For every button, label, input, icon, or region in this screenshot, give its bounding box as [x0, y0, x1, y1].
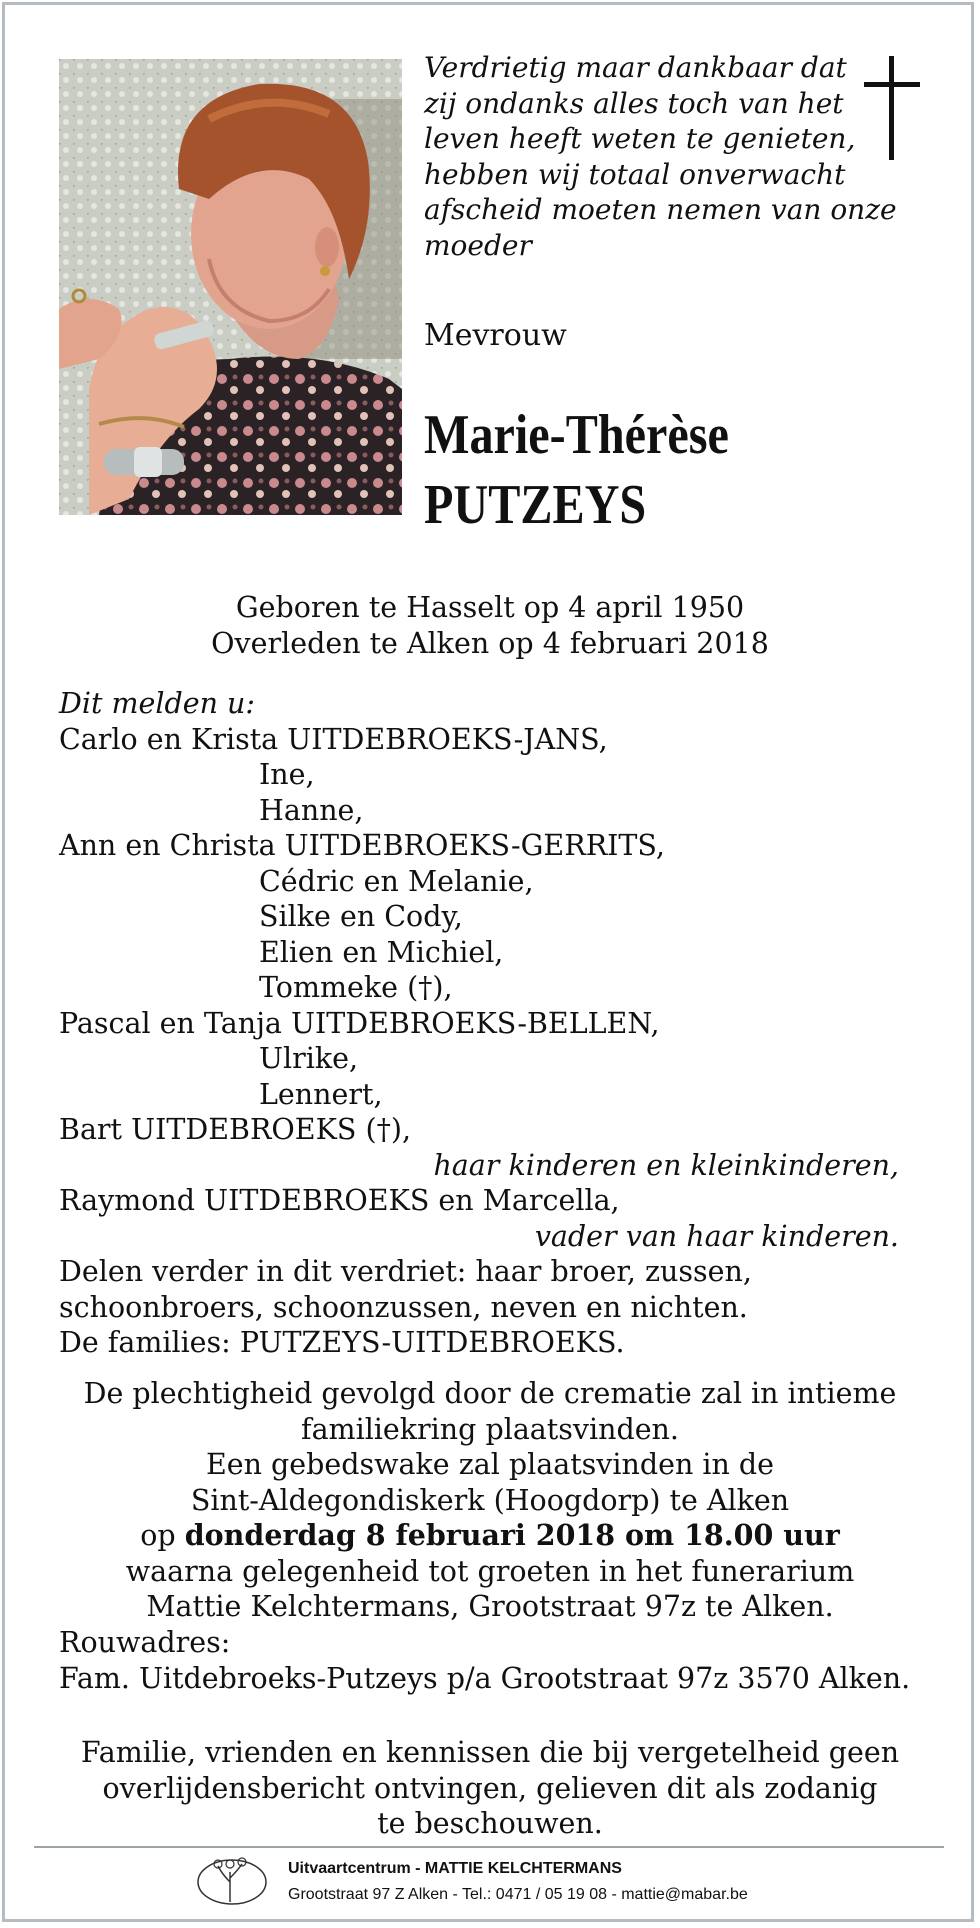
family-row: Delen verder in dit verdriet: haar broer, zussen,: [59, 1255, 752, 1288]
address-label: Rouwadres:: [59, 1626, 231, 1659]
family-row: Cédric en Melanie,: [259, 864, 534, 898]
ceremony-line: familiekring plaatsvinden.: [301, 1412, 679, 1446]
ceremony-line: Mattie Kelchtermans, Grootstraat 97z te Alken.: [146, 1590, 834, 1623]
salutation: Mevrouw: [424, 318, 567, 353]
closing-line: overlijdensbericht ontvingen, gelieven dit als zodanig: [102, 1771, 878, 1805]
intro-line: leven heeft weten te genieten,: [424, 122, 856, 155]
ceremony-line: Sint-Aldegondiskerk (Hoogdorp) te Alken: [190, 1483, 790, 1517]
family-row: Silke en Cody,: [259, 900, 463, 933]
funeral-home-name: Uitvaartcentrum - MATTIE KELCHTERMANS: [288, 1860, 622, 1877]
ceremony-line: waarna gelegenheid tot groeten in het funerarium: [125, 1554, 855, 1588]
intro-line: Verdrietig maar dankbaar dat: [424, 51, 847, 84]
family-row: Bart UITDEBROEKS (†),: [59, 1113, 412, 1146]
ceremony-date-line: [0, 1518, 980, 1554]
first-name: Marie-Thérèse: [424, 404, 729, 466]
family-row: Raymond UITDEBROEKS en Marcella,: [59, 1184, 620, 1217]
flower-logo-icon: [194, 1852, 270, 1908]
ceremony-info: [0, 1376, 980, 1625]
relation-note: haar kinderen en kleinkinderen,: [433, 1148, 899, 1182]
family-row: De families: PUTZEYS-UITDEBROEKS.: [59, 1326, 625, 1359]
mourning-address: [59, 1625, 910, 1696]
ceremony-line: Een gebedswake zal plaatsvinden in de: [205, 1448, 775, 1481]
intro-line: moeder: [424, 228, 532, 262]
announcement-heading: Dit melden u:: [59, 687, 255, 720]
address-value: Fam. Uitdebroeks-Putzeys p/a Grootstraat 97z 3570 Alken.: [59, 1661, 911, 1695]
intro-line: zij ondanks alles toch van het: [424, 86, 844, 120]
ceremony-date-prefix: op: [140, 1519, 176, 1552]
family-row: Carlo en Krista UITDEBROEKS-JANS,: [59, 722, 608, 756]
family-row: Ann en Christa UITDEBROEKS-GERRITS,: [59, 829, 665, 862]
family-row: Elien en Michiel,: [259, 935, 504, 969]
family-announcement: [59, 686, 909, 1361]
relation-note: vader van haar kinderen.: [534, 1219, 899, 1253]
birth-line: Geboren te Hasselt op 4 april 1950: [235, 591, 745, 624]
intro-line: afscheid moeten nemen van onze: [424, 193, 897, 226]
family-row: Hanne,: [259, 793, 364, 827]
ceremony-date: donderdag 8 februari 2018 om 18.00 uur: [184, 1518, 840, 1552]
latin-cross-icon: [864, 56, 920, 160]
closing-note: [0, 1735, 980, 1842]
funeral-home-contact: Grootstraat 97 Z Alken - Tel.: 0471 / 05 19 08 - mattie@mabar.be: [288, 1886, 748, 1903]
family-row: Lennert,: [259, 1077, 383, 1111]
closing-line: te beschouwen.: [377, 1807, 603, 1840]
family-row: Pascal en Tanja UITDEBROEKS-BELLEN,: [59, 1006, 660, 1040]
family-row: Tommeke (†),: [259, 971, 453, 1004]
ceremony-line: De plechtigheid gevolgd door de crematie zal in intieme: [83, 1377, 897, 1410]
closing-line: Familie, vrienden en kennissen die bij vergetelheid geen: [80, 1736, 900, 1769]
intro-text: [424, 50, 897, 263]
life-dates: [0, 590, 980, 661]
family-row: Ine,: [259, 758, 315, 791]
family-row: schoonbroers, schoonzussen, neven en nichten.: [59, 1290, 748, 1324]
deceased-name: [424, 400, 729, 540]
footer-info: [288, 1856, 748, 1908]
last-name: PUTZEYS: [424, 474, 647, 536]
footer-divider: [34, 1846, 944, 1848]
death-line: Overleden te Alken op 4 februari 2018: [211, 626, 769, 660]
intro-line: hebben wij totaal onverwacht: [424, 157, 846, 191]
family-row: Ulrike,: [259, 1042, 359, 1075]
portrait-photo: [59, 59, 402, 515]
